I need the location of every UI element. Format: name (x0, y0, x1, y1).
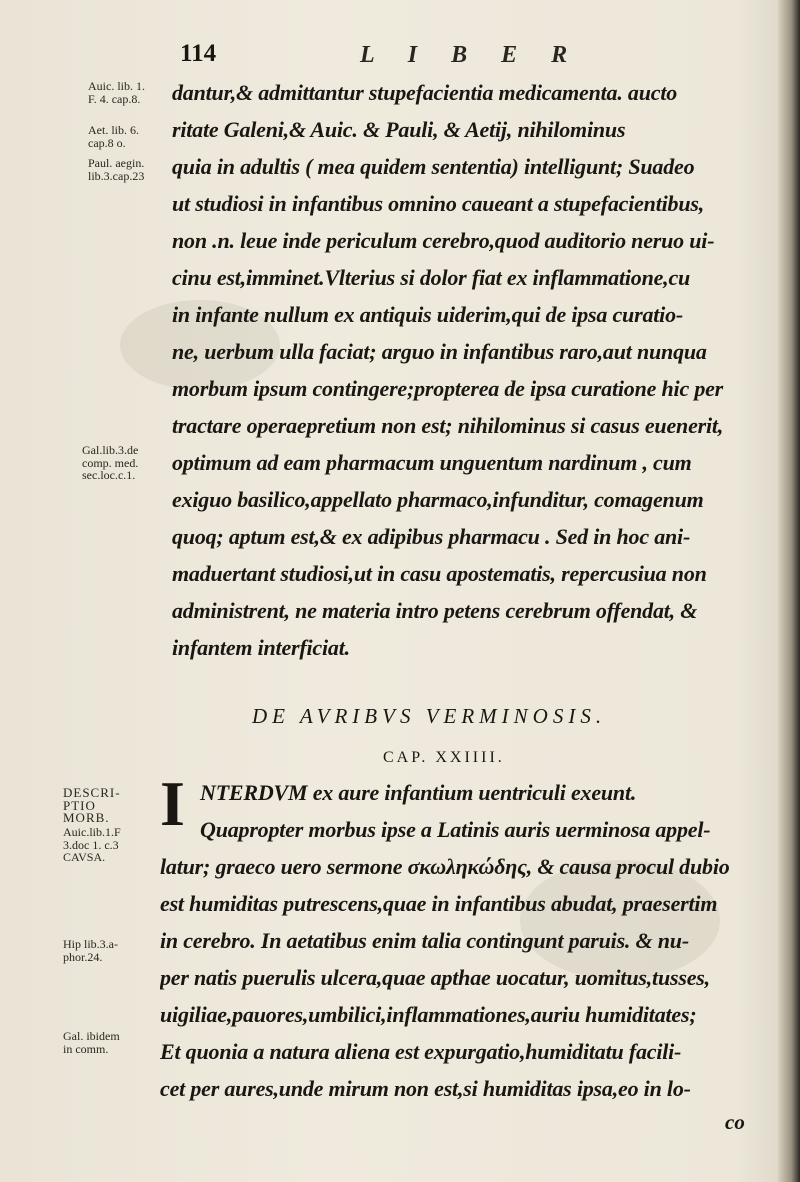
page-gutter-shadow (778, 0, 800, 1182)
chapter-text-block (160, 768, 764, 1107)
text-line: uigiliae,pauores,umbilici,inflammationes,auriu humiditates; (160, 1002, 697, 1027)
catchword: co (725, 1110, 745, 1134)
text-line: in cerebro. In aetatibus enim talia contingunt paruis. & nu- (160, 928, 689, 953)
text-line: ritate Galeni,& Auic. & Pauli, & Aetij, nihilominus (172, 117, 626, 142)
text-line: latur; graeco uero sermone σκωληκώδης, & causa procul dubio (160, 854, 730, 879)
text-line: cet per aures,unde mirum non est,si humiditas ipsa,eo in lo- (160, 1076, 691, 1101)
page-number: 114 (180, 40, 217, 67)
text-line: ne, uerbum ulla faciat; arguo in infantibus raro,aut nunqua (172, 339, 707, 364)
text-line: infantem interficiat. (172, 635, 350, 660)
running-head (0, 40, 800, 74)
margin-note: Auic. lib. 1. F. 4. cap.8. (88, 79, 145, 106)
running-title: L I B E R (360, 42, 582, 68)
text-line: tractare operaepretium non est; nihilominus si casus euenerit, (172, 413, 724, 438)
text-line: Quapropter morbus ipse a Latinis auris uerminosa appel- (200, 817, 711, 842)
text-line: Et quonia a natura aliena est expurgatio,humiditatu facili- (160, 1039, 682, 1064)
drop-cap: I (160, 768, 185, 839)
main-text-block (172, 74, 764, 666)
margin-note: Auic.lib.1.F 3.doc 1. c.3 CAVSA. (63, 825, 121, 864)
text-line: est humiditas putrescens,quae in infantibus abudat, praesertim (160, 891, 718, 916)
margin-note: Hip lib.3.a- phor.24. (63, 937, 118, 964)
text-line: exiguo basilico,appellato pharmaco,infunditur, comagenum (172, 487, 704, 512)
text-line: optimum ad eam pharmacum unguentum nardinum , cum (172, 450, 692, 475)
chapter-number: CAP. XXIIII. (383, 749, 505, 766)
margin-note: Gal.lib.3.de comp. med. sec.loc.c.1. (82, 443, 139, 482)
text-line: per natis puerulis ulcera,quae apthae uocatur, uomitus,tusses, (160, 965, 710, 990)
text-line: quoq; aptum est,& ex adipibus pharmacu . Sed in hoc ani- (172, 524, 691, 549)
text-line: NTERDVM ex aure infantium uentriculi exeunt. (200, 780, 637, 805)
text-line: dantur,& admittantur stupefacientia medicamenta. aucto (172, 80, 678, 105)
text-line: cinu est,imminet.Vlterius si dolor fiat ex inflammatione,cu (172, 265, 691, 290)
margin-note: Aet. lib. 6. cap.8 o. (88, 123, 139, 150)
margin-note: Paul. aegin. lib.3.cap.23 (88, 156, 145, 183)
text-line: maduertant studiosi,ut in casu apostematis, repercusiua non (172, 561, 707, 586)
text-line: ut studiosi in infantibus omnino caueant a stupefacientibus, (172, 191, 705, 216)
chapter-title: DE AVRIBVS VERMINOSIS. (252, 704, 607, 728)
margin-note-description: DESCRI- PTIO MORB. (63, 785, 121, 825)
margin-note: Gal. ibidem in comm. (63, 1029, 120, 1056)
text-line: quia in adultis ( mea quidem sententia) intelligunt; Suadeo (172, 154, 695, 179)
text-line: administrent, ne materia intro petens cerebrum offendat, & (172, 598, 698, 623)
text-line: in infante nullum ex antiquis uiderim,qui de ipsa curatio- (172, 302, 684, 327)
text-line: morbum ipsum contingere;propterea de ipsa curatione hic per (172, 376, 724, 401)
text-line: non .n. leue inde periculum cerebro,quod auditorio neruo ui- (172, 228, 715, 253)
